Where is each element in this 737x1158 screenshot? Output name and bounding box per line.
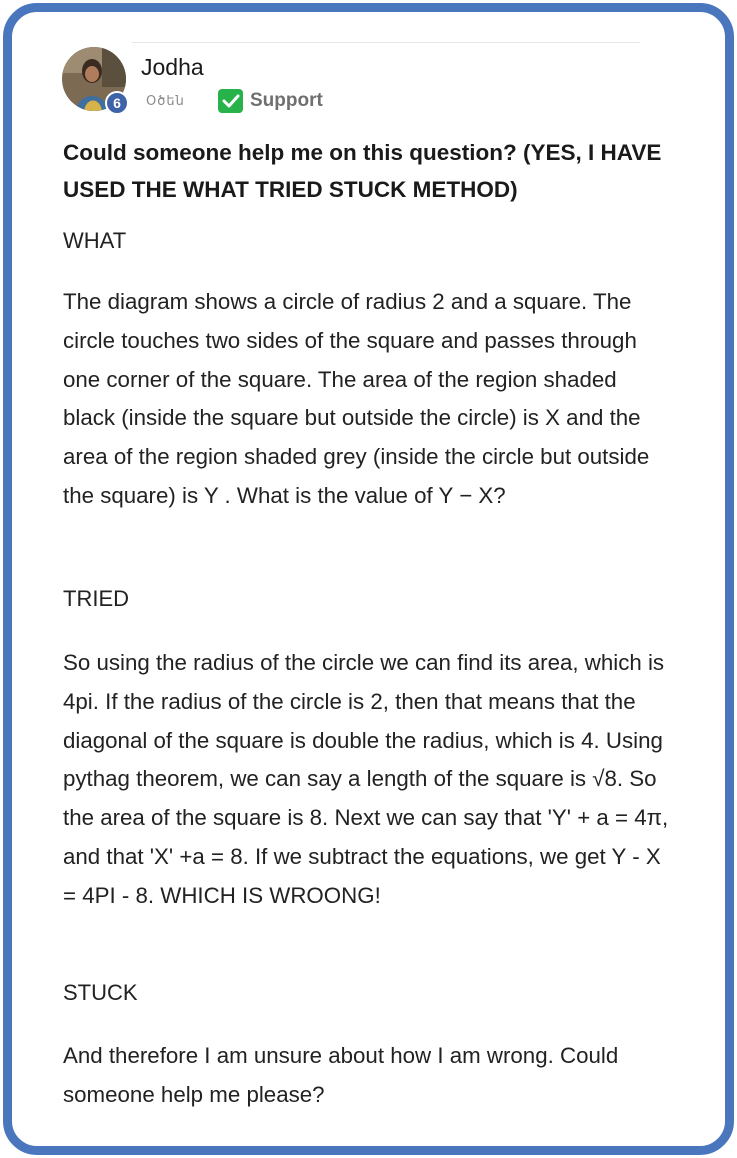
author-flair: Օծեն [146,93,185,108]
avatar-badge: 6 [105,91,129,115]
section-body-what: The diagram shows a circle of radius 2 and a square. The circle touches two sides of the square and passes through one corner of the square. The area of the region shaded black (inside the square but outside the circle) is X and the area of the region shaded grey (inside the circle but outside the square) is Y . What is the value of Y − X? [63,289,650,508]
divider [132,42,640,43]
post-title: Could someone help me on this question? (YES, I HAVE USED THE WHAT TRIED STUCK METHOD) [63,140,662,202]
section-body-tried: So using the radius of the circle we can find its area, which is 4pi. If the radius of the circle is 2, then that means that the diagonal of the square is double the radius, which is 4. Using pythag theorem, we can say a length of the square is √8. So the area of the square is 8. Next we can say that 'Y' + a = 4π, and that 'X' +a = 8. If we subtract the equations, we get Y - X = 4PI - 8. WHICH IS WROONG! [63,650,669,908]
section-body-stuck: And therefore I am unsure about how I am wrong. Could someone help me please? [63,1043,619,1107]
author-name[interactable]: Jodha [141,54,204,80]
section-heading-stuck: STUCK [63,980,138,1005]
section-heading-tried: TRIED [63,586,129,611]
section-heading-what: WHAT [63,228,127,253]
checkmark-icon [218,89,243,113]
support-tag[interactable]: Support [250,90,323,111]
